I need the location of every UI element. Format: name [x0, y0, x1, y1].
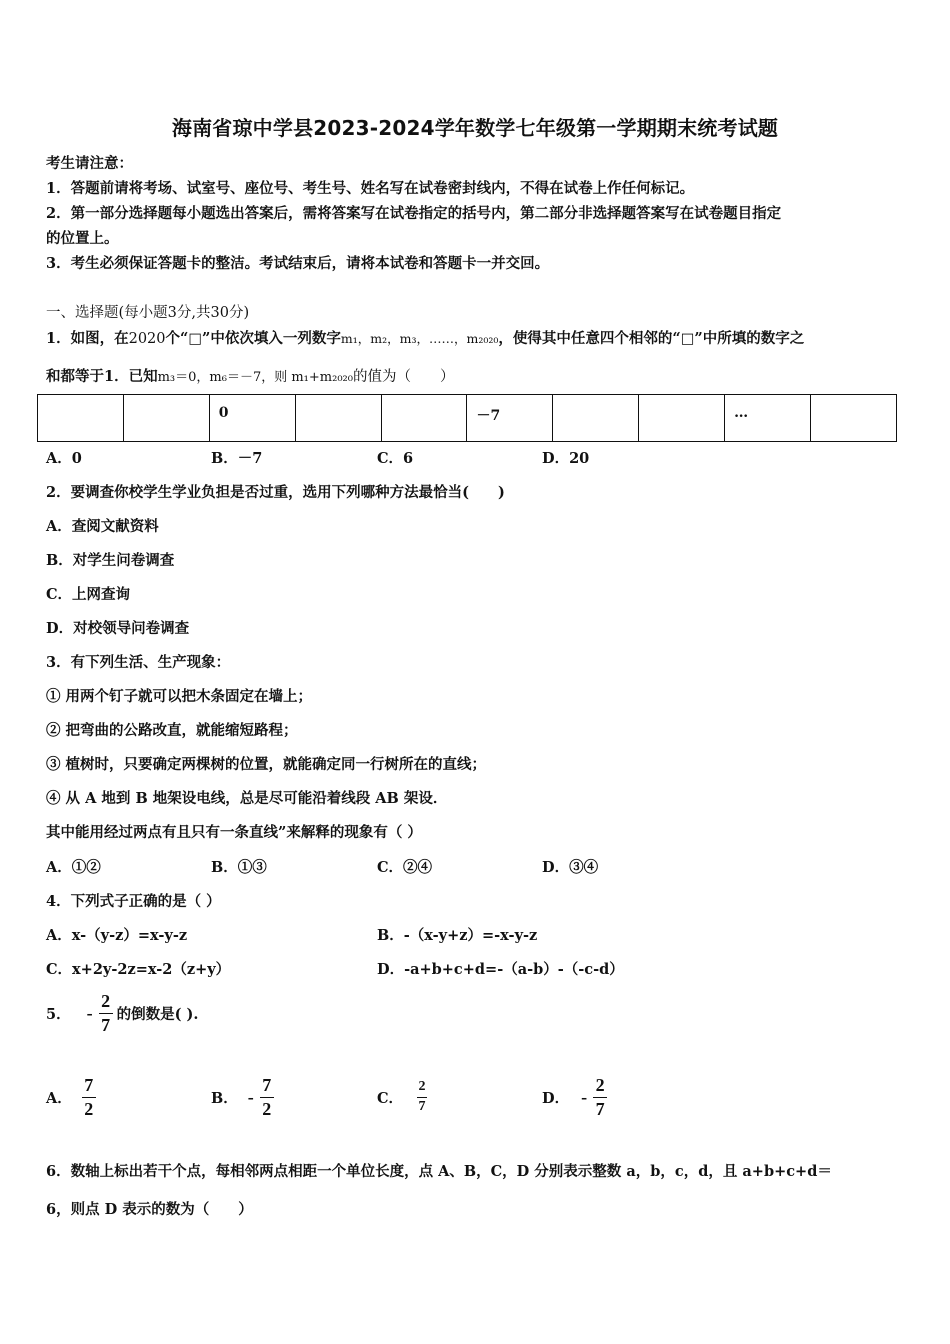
q1-cell — [639, 395, 725, 442]
q1-cell — [811, 395, 897, 442]
q1-cell: －7 — [467, 395, 553, 442]
q2-option-d[interactable]: D．对校领导问卷调查 — [46, 620, 190, 637]
q5-sign: - — [86, 1002, 93, 1023]
fraction-numerator: 2 — [101, 991, 111, 1011]
q1-option-d[interactable]: D．20 — [542, 450, 590, 467]
q5-option-d[interactable] — [542, 1076, 607, 1119]
q1-stem-line1 — [46, 327, 804, 348]
fraction-denominator: 7 — [101, 1014, 111, 1035]
q5-option-label: C． — [377, 1089, 404, 1107]
q1-text: 个“□”中依次填入一列数字 — [165, 330, 341, 347]
fraction-bar — [260, 1097, 274, 1098]
q1-cell: 0 — [209, 395, 295, 442]
q3-option-d[interactable]: D．③④ — [542, 859, 599, 876]
q1-text: 的值为（ ） — [352, 369, 455, 385]
fraction-bar — [417, 1097, 427, 1098]
q1-count: 2020 — [128, 331, 166, 347]
fraction-bar — [99, 1013, 113, 1014]
fraction-denominator: 7 — [418, 1098, 426, 1114]
fraction-denominator: 2 — [84, 1098, 94, 1119]
q5-option-a[interactable] — [46, 1076, 96, 1119]
q2-stem: 2．要调查你校学生学业负担是否过重，选用下列哪种方法最恰当( ) — [46, 484, 505, 501]
q1-box-row — [37, 394, 897, 442]
q1-text: 和都等于1．已知 — [46, 368, 158, 385]
q5-option-sign: - — [247, 1086, 254, 1107]
q5-option-label: B． — [211, 1089, 238, 1107]
q3-item: ② 把弯曲的公路改直，就能缩短路程； — [46, 722, 298, 739]
q3-option-a[interactable]: A．①② — [46, 859, 101, 876]
q1-condition: m₃＝0，m₆＝－7，则 m₁+m₂₀₂₀ — [157, 370, 353, 385]
q1-stem-line2 — [46, 365, 454, 386]
q5-option-fraction — [417, 1080, 427, 1114]
notice-item: 的位置上。 — [46, 230, 119, 247]
q1-text: 1．如图，在 — [46, 330, 129, 347]
q4-option-c[interactable]: C．x+2y-2z=x-2（z+y） — [46, 961, 231, 978]
fraction-denominator: 7 — [595, 1098, 605, 1119]
q2-option-c[interactable]: C．上网查询 — [46, 586, 131, 603]
q3-stem: 3．有下列生活、生产现象： — [46, 654, 231, 671]
fraction-denominator: 2 — [262, 1098, 272, 1119]
q5-option-fraction — [82, 1076, 96, 1119]
q5-stem — [46, 992, 198, 1035]
q2-option-b[interactable]: B．对学生问卷调查 — [46, 552, 175, 569]
q3-option-c[interactable]: C．②④ — [377, 859, 433, 876]
fraction-bar — [82, 1097, 96, 1098]
q5-option-fraction — [260, 1076, 274, 1119]
q1-cell — [123, 395, 209, 442]
notice-heading: 考生请注意： — [46, 155, 133, 172]
q1-cell: … — [725, 395, 811, 442]
q2-option-a[interactable]: A．查阅文献资料 — [46, 518, 159, 535]
q1-option-b[interactable]: B．－7 — [211, 450, 263, 467]
q5-option-sign: - — [581, 1086, 588, 1107]
q4-stem: 4．下列式子正确的是（ ） — [46, 893, 221, 910]
q1-cell — [553, 395, 639, 442]
notice-item: 3．考生必须保证答题卡的整洁。考试结束后，请将本试卷和答题卡一并交回。 — [46, 255, 550, 272]
q5-stem-tail: 的倒数是( ). — [116, 1005, 199, 1023]
fraction-numerator: 2 — [595, 1075, 605, 1095]
q1-cell — [381, 395, 467, 442]
q1-option-c[interactable]: C．6 — [377, 450, 414, 467]
q1-option-a[interactable]: A．0 — [46, 450, 82, 467]
q6-stem-line2: 6，则点 D 表示的数为（ ） — [46, 1201, 253, 1218]
q1-cell — [38, 395, 124, 442]
notice-item: 1．答题前请将考场、试室号、座位号、考生号、姓名写在试卷密封线内，不得在试卷上作任何标记。 — [46, 180, 695, 197]
q3-item: ④ 从 A 地到 B 地架设电线，总是尽可能沿着线段 AB 架设． — [46, 790, 448, 807]
notice-item: 2．第一部分选择题每小题选出答案后，需将答案写在试卷指定的括号内，第二部分非选择题答案写在试卷题目指定 — [46, 205, 782, 222]
section-heading: 一、选择题(每小题3分,共30分) — [46, 305, 250, 321]
fraction-numerator: 7 — [262, 1075, 272, 1095]
q1-cell — [295, 395, 381, 442]
fraction-numerator: 2 — [418, 1079, 426, 1094]
q5-option-fraction — [593, 1076, 607, 1119]
q3-item: ① 用两个钉子就可以把木条固定在墙上； — [46, 688, 313, 705]
q6-stem-line1: 6．数轴上标出若干个点，每相邻两点相距一个单位长度，点 A、B，C，D 分别表示整数 a，b，c，d，且 a+b+c+d＝ — [46, 1163, 832, 1180]
q4-option-a[interactable]: A．x-（y-z）=x-y-z — [46, 927, 188, 944]
q5-option-b[interactable] — [211, 1076, 274, 1119]
fraction-numerator: 7 — [84, 1075, 94, 1095]
q4-option-d[interactable]: D．-a+b+c+d=-（a-b）-（-c-d） — [377, 961, 624, 978]
q3-question: 其中能用经过两点有且只有一条直线”来解释的现象有（ ） — [46, 824, 422, 841]
q5-option-label: D． — [542, 1089, 570, 1107]
q5-number: 5． — [46, 1005, 71, 1023]
q1-sequence: m₁，m₂，m₃，……，m₂₀₂₀ — [340, 331, 499, 346]
q5-option-label: A． — [46, 1089, 72, 1107]
q3-option-b[interactable]: B．①③ — [211, 859, 267, 876]
page-title: 海南省琼中学县2023-2024学年数学七年级第一学期期末统考试题 — [171, 116, 779, 140]
fraction-bar — [593, 1097, 607, 1098]
q4-option-b[interactable]: B．-（x-y+z）=-x-y-z — [377, 927, 538, 944]
q5-fraction — [99, 992, 113, 1035]
q1-text: ，使得其中任意四个相邻的“□”中所填的数字之 — [498, 330, 805, 347]
q5-option-c[interactable] — [377, 1080, 427, 1114]
q3-item: ③ 植树时，只要确定两棵树的位置，就能确定同一行树所在的直线； — [46, 756, 487, 773]
